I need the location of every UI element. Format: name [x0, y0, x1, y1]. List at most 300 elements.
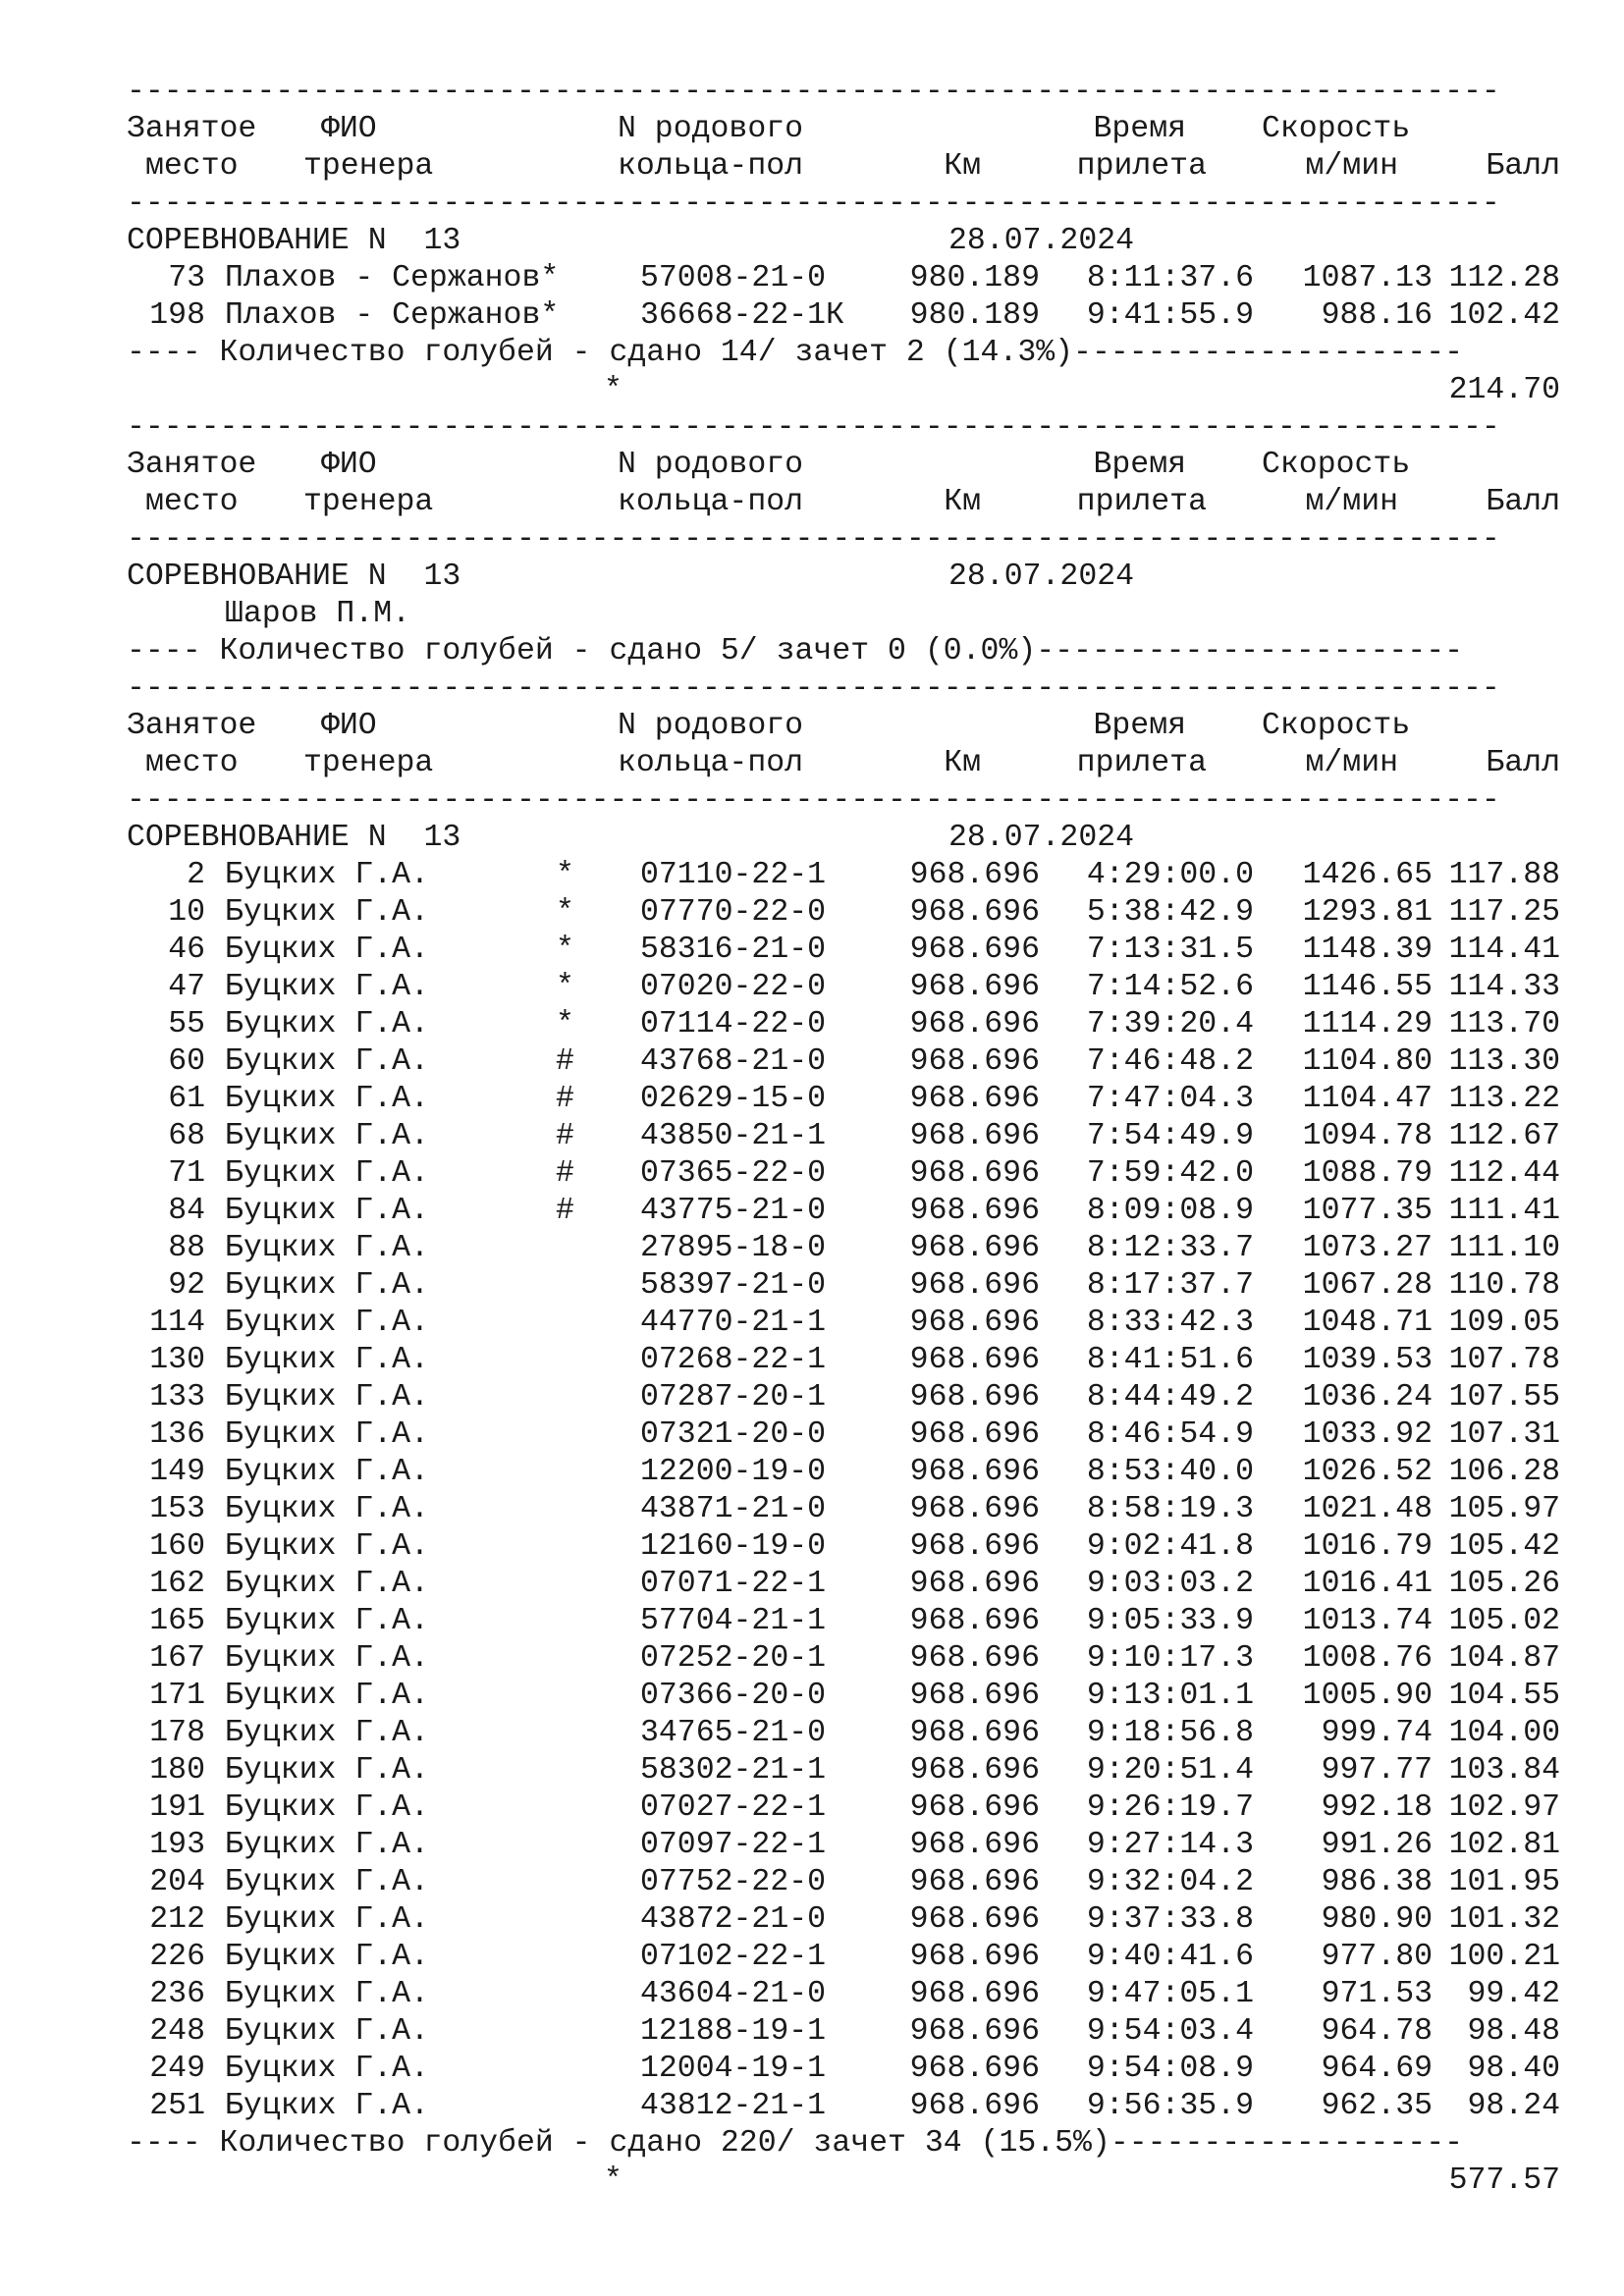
cell-name: Буцких Г.А. — [225, 1343, 429, 1377]
cell-time: 4:29:00.0 — [1086, 858, 1254, 892]
cell-name: Плахов - Сержанов* — [225, 261, 560, 295]
cell-speed: 964.78 — [1321, 2014, 1433, 2049]
cell-points: 113.30 — [1448, 1044, 1560, 1079]
header-place: Занятое — [127, 448, 257, 482]
cell-km: 968.696 — [909, 895, 1040, 930]
cell-km: 968.696 — [909, 1194, 1040, 1228]
cell-place: 171 — [149, 1679, 205, 1713]
cell-ring: 34765-21-0 — [640, 1716, 827, 1750]
cell-time: 8:44:49.2 — [1086, 1380, 1254, 1415]
cell-ring: 07020-22-0 — [640, 970, 827, 1004]
header-ring: N родового — [618, 112, 804, 146]
cell-km: 968.696 — [909, 1156, 1040, 1191]
competition-line — [127, 223, 1560, 260]
header-points: Балл — [1486, 485, 1560, 519]
cell-mark: # — [556, 1156, 574, 1191]
cell-time: 9:54:03.4 — [1086, 2014, 1254, 2049]
cell-ring: 07268-22-1 — [640, 1343, 827, 1377]
cell-place: 114 — [149, 1306, 205, 1340]
summary-text: ---- Количество голубей - сдано 220/ зачет 34 (15.5%)------------------- — [127, 2126, 1464, 2161]
cell-ring: 58302-21-1 — [640, 1753, 827, 1788]
cell-place: 84 — [168, 1194, 205, 1228]
cell-speed: 1005.90 — [1302, 1679, 1433, 1713]
cell-name: Буцких Г.А. — [225, 1044, 429, 1079]
cell-time: 9:32:04.2 — [1086, 1865, 1254, 1899]
cell-time: 9:26:19.7 — [1086, 1790, 1254, 1825]
trainer-name: Шаров П.М. — [225, 597, 411, 631]
cell-points: 114.41 — [1448, 933, 1560, 967]
result-row — [127, 1678, 1560, 1715]
header-ring: N родового — [618, 709, 804, 743]
cell-ring: 12160-19-0 — [640, 1529, 827, 1564]
cell-points: 110.78 — [1448, 1268, 1560, 1303]
result-row — [127, 1118, 1560, 1155]
separator-rule — [127, 74, 1560, 111]
cell-ring: 58397-21-0 — [640, 1268, 827, 1303]
cell-km: 968.696 — [909, 1529, 1040, 1564]
cell-points: 101.32 — [1448, 1902, 1560, 1937]
cell-place: 133 — [149, 1380, 205, 1415]
header-time-2: прилета — [1076, 746, 1207, 780]
cell-speed: 1026.52 — [1302, 1455, 1433, 1489]
header-name: ФИО — [321, 709, 377, 743]
cell-time: 7:47:04.3 — [1086, 1082, 1254, 1116]
cell-km: 968.696 — [909, 1940, 1040, 1974]
cell-time: 8:41:51.6 — [1086, 1343, 1254, 1377]
cell-points: 98.24 — [1467, 2089, 1560, 2123]
cell-speed: 964.69 — [1321, 2052, 1433, 2086]
cell-points: 99.42 — [1467, 1977, 1560, 2011]
cell-name: Буцких Г.А. — [225, 1902, 429, 1937]
cell-speed: 1146.55 — [1302, 970, 1433, 1004]
rule-text: -------------------------------------------------------------------------- — [127, 783, 1500, 818]
cell-points: 104.55 — [1448, 1679, 1560, 1713]
cell-time: 7:59:42.0 — [1086, 1156, 1254, 1191]
cell-ring: 43871-21-0 — [640, 1492, 827, 1526]
cell-points: 105.97 — [1448, 1492, 1560, 1526]
cell-time: 8:33:42.3 — [1086, 1306, 1254, 1340]
cell-mark: * — [556, 970, 574, 1004]
header-speed-2: м/мин — [1305, 746, 1398, 780]
header-speed: Скорость — [1262, 112, 1411, 146]
cell-place: 212 — [149, 1902, 205, 1937]
cell-km: 968.696 — [909, 1865, 1040, 1899]
result-row — [127, 1305, 1560, 1342]
cell-ring: 43812-21-1 — [640, 2089, 827, 2123]
competition-date: 28.07.2024 — [948, 560, 1135, 594]
header-speed-2: м/мин — [1305, 149, 1398, 184]
cell-place: 198 — [149, 298, 205, 333]
total-line — [127, 2163, 1560, 2200]
cell-speed: 1426.65 — [1302, 858, 1433, 892]
cell-speed: 971.53 — [1321, 1977, 1433, 2011]
cell-ring: 36668-22-1К — [640, 298, 844, 333]
cell-place: 136 — [149, 1417, 205, 1452]
cell-time: 9:03:03.2 — [1086, 1567, 1254, 1601]
cell-ring: 12188-19-1 — [640, 2014, 827, 2049]
cell-time: 8:53:40.0 — [1086, 1455, 1254, 1489]
cell-ring: 07321-20-0 — [640, 1417, 827, 1452]
cell-name: Буцких Г.А. — [225, 1231, 429, 1265]
cell-place: 68 — [168, 1119, 205, 1153]
column-header-row-1 — [127, 708, 1560, 745]
cell-ring: 07365-22-0 — [640, 1156, 827, 1191]
cell-name: Буцких Г.А. — [225, 933, 429, 967]
cell-ring: 43872-21-0 — [640, 1902, 827, 1937]
separator-rule — [127, 521, 1560, 559]
cell-points: 112.44 — [1448, 1156, 1560, 1191]
cell-time: 7:46:48.2 — [1086, 1044, 1254, 1079]
cell-name: Буцких Г.А. — [225, 1567, 429, 1601]
cell-points: 105.42 — [1448, 1529, 1560, 1564]
cell-km: 968.696 — [909, 1231, 1040, 1265]
cell-name: Буцких Г.А. — [225, 2089, 429, 2123]
cell-ring: 12200-19-0 — [640, 1455, 827, 1489]
header-place: Занятое — [127, 709, 257, 743]
cell-points: 107.78 — [1448, 1343, 1560, 1377]
cell-ring: 07097-22-1 — [640, 1828, 827, 1862]
cell-km: 968.696 — [909, 1828, 1040, 1862]
cell-points: 102.97 — [1448, 1790, 1560, 1825]
cell-points: 102.42 — [1448, 298, 1560, 333]
cell-points: 109.05 — [1448, 1306, 1560, 1340]
cell-time: 7:13:31.5 — [1086, 933, 1254, 967]
competition-line — [127, 820, 1560, 857]
cell-name: Буцких Г.А. — [225, 1007, 429, 1041]
cell-ring: 02629-15-0 — [640, 1082, 827, 1116]
cell-ring: 07110-22-1 — [640, 858, 827, 892]
cell-speed: 988.16 — [1321, 298, 1433, 333]
cell-km: 968.696 — [909, 970, 1040, 1004]
cell-points: 106.28 — [1448, 1455, 1560, 1489]
cell-mark: * — [556, 895, 574, 930]
result-row — [127, 1454, 1560, 1491]
column-header-row-2 — [127, 484, 1560, 521]
header-km: Км — [944, 149, 981, 184]
cell-place: 178 — [149, 1716, 205, 1750]
cell-place: 165 — [149, 1604, 205, 1638]
cell-place: 162 — [149, 1567, 205, 1601]
cell-name: Буцких Г.А. — [225, 2052, 429, 2086]
competition-title: СОРЕВНОВАНИЕ N 13 — [127, 560, 461, 594]
cell-speed: 1067.28 — [1302, 1268, 1433, 1303]
cell-place: 60 — [168, 1044, 205, 1079]
cell-mark: # — [556, 1044, 574, 1079]
cell-time: 8:46:54.9 — [1086, 1417, 1254, 1452]
cell-place: 73 — [168, 261, 205, 295]
cell-speed: 999.74 — [1321, 1716, 1433, 1750]
total-line — [127, 372, 1560, 409]
cell-points: 111.10 — [1448, 1231, 1560, 1265]
cell-speed: 1073.27 — [1302, 1231, 1433, 1265]
summary-text: ---- Количество голубей - сдано 14/ зачет 2 (14.3%)--------------------- — [127, 336, 1464, 370]
summary-line — [127, 335, 1560, 372]
cell-ring: 07114-22-0 — [640, 1007, 827, 1041]
cell-km: 968.696 — [909, 1007, 1040, 1041]
cell-speed: 1077.35 — [1302, 1194, 1433, 1228]
cell-speed: 991.26 — [1321, 1828, 1433, 1862]
header-name: ФИО — [321, 448, 377, 482]
cell-ring: 07071-22-1 — [640, 1567, 827, 1601]
cell-ring: 07287-20-1 — [640, 1380, 827, 1415]
cell-name: Буцких Г.А. — [225, 1604, 429, 1638]
cell-name: Буцких Г.А. — [225, 1641, 429, 1676]
header-ring-2: кольца-пол — [618, 746, 804, 780]
cell-time: 9:02:41.8 — [1086, 1529, 1254, 1564]
cell-km: 968.696 — [909, 1492, 1040, 1526]
cell-ring: 07770-22-0 — [640, 895, 827, 930]
header-points: Балл — [1486, 746, 1560, 780]
cell-time: 8:09:08.9 — [1086, 1194, 1254, 1228]
cell-points: 117.88 — [1448, 858, 1560, 892]
cell-km: 980.189 — [909, 298, 1040, 333]
cell-speed: 977.80 — [1321, 1940, 1433, 1974]
cell-place: 71 — [168, 1156, 205, 1191]
header-place: Занятое — [127, 112, 257, 146]
cell-km: 968.696 — [909, 1679, 1040, 1713]
header-place-2: место — [145, 149, 239, 184]
cell-points: 113.22 — [1448, 1082, 1560, 1116]
cell-ring: 07027-22-1 — [640, 1790, 827, 1825]
cell-time: 7:54:49.9 — [1086, 1119, 1254, 1153]
cell-km: 968.696 — [909, 2089, 1040, 2123]
competition-date: 28.07.2024 — [948, 224, 1135, 258]
cell-place: 251 — [149, 2089, 205, 2123]
cell-km: 968.696 — [909, 1044, 1040, 1079]
rule-text: -------------------------------------------------------------------------- — [127, 522, 1500, 557]
result-row — [127, 1640, 1560, 1678]
cell-name: Буцких Г.А. — [225, 1679, 429, 1713]
cell-time: 9:47:05.1 — [1086, 1977, 1254, 2011]
cell-speed: 1021.48 — [1302, 1492, 1433, 1526]
cell-mark: * — [556, 1007, 574, 1041]
column-header-row-2 — [127, 148, 1560, 186]
header-points: Балл — [1486, 149, 1560, 184]
cell-time: 9:37:33.8 — [1086, 1902, 1254, 1937]
result-row — [127, 969, 1560, 1006]
cell-km: 968.696 — [909, 933, 1040, 967]
header-time-2: прилета — [1076, 485, 1207, 519]
cell-name: Буцких Г.А. — [225, 1977, 429, 2011]
cell-points: 112.67 — [1448, 1119, 1560, 1153]
cell-km: 968.696 — [909, 1119, 1040, 1153]
result-row — [127, 1342, 1560, 1379]
cell-speed: 962.35 — [1321, 2089, 1433, 2123]
cell-name: Буцких Г.А. — [225, 1865, 429, 1899]
result-row — [127, 1901, 1560, 1939]
cell-time: 9:40:41.6 — [1086, 1940, 1254, 1974]
cell-km: 968.696 — [909, 1902, 1040, 1937]
cell-time: 9:05:33.9 — [1086, 1604, 1254, 1638]
cell-name: Буцких Г.А. — [225, 1306, 429, 1340]
cell-time: 9:18:56.8 — [1086, 1716, 1254, 1750]
cell-speed: 992.18 — [1321, 1790, 1433, 1825]
cell-speed: 1104.47 — [1302, 1082, 1433, 1116]
result-row — [127, 1267, 1560, 1305]
header-name-2: тренера — [303, 485, 434, 519]
result-row — [127, 1193, 1560, 1230]
header-time: Время — [1093, 112, 1186, 146]
cell-time: 8:17:37.7 — [1086, 1268, 1254, 1303]
cell-time: 9:13:01.1 — [1086, 1679, 1254, 1713]
total-mark: * — [604, 373, 623, 407]
cell-ring: 58316-21-0 — [640, 933, 827, 967]
result-row — [127, 1081, 1560, 1118]
cell-name: Буцких Г.А. — [225, 1082, 429, 1116]
rule-text: -------------------------------------------------------------------------- — [127, 671, 1500, 706]
cell-km: 968.696 — [909, 1753, 1040, 1788]
cell-points: 100.21 — [1448, 1940, 1560, 1974]
cell-speed: 1104.80 — [1302, 1044, 1433, 1079]
cell-km: 968.696 — [909, 1604, 1040, 1638]
cell-km: 968.696 — [909, 1567, 1040, 1601]
cell-mark: # — [556, 1194, 574, 1228]
cell-name: Плахов - Сержанов* — [225, 298, 560, 333]
cell-place: 248 — [149, 2014, 205, 2049]
cell-ring: 43768-21-0 — [640, 1044, 827, 1079]
cell-place: 130 — [149, 1343, 205, 1377]
result-row — [127, 857, 1560, 894]
cell-km: 968.696 — [909, 1343, 1040, 1377]
cell-place: 61 — [168, 1082, 205, 1116]
cell-time: 9:41:55.9 — [1086, 298, 1254, 333]
result-row — [127, 2013, 1560, 2051]
cell-name: Буцких Г.А. — [225, 1194, 429, 1228]
cell-time: 8:12:33.7 — [1086, 1231, 1254, 1265]
cell-km: 968.696 — [909, 1977, 1040, 2011]
cell-ring: 07252-20-1 — [640, 1641, 827, 1676]
cell-speed: 1033.92 — [1302, 1417, 1433, 1452]
header-km: Км — [944, 746, 981, 780]
result-row — [127, 1230, 1560, 1267]
cell-km: 968.696 — [909, 2052, 1040, 2086]
cell-name: Буцких Г.А. — [225, 1492, 429, 1526]
result-row — [127, 1603, 1560, 1640]
cell-name: Буцких Г.А. — [225, 1119, 429, 1153]
cell-km: 968.696 — [909, 2014, 1040, 2049]
header-ring-2: кольца-пол — [618, 149, 804, 184]
cell-name: Буцких Г.А. — [225, 1940, 429, 1974]
header-ring-2: кольца-пол — [618, 485, 804, 519]
header-speed: Скорость — [1262, 709, 1411, 743]
competition-date: 28.07.2024 — [948, 821, 1135, 855]
cell-points: 105.02 — [1448, 1604, 1560, 1638]
result-row — [127, 260, 1560, 297]
cell-speed: 1039.53 — [1302, 1343, 1433, 1377]
cell-points: 104.87 — [1448, 1641, 1560, 1676]
cell-km: 968.696 — [909, 1417, 1040, 1452]
result-row — [127, 1566, 1560, 1603]
cell-place: 204 — [149, 1865, 205, 1899]
cell-ring: 07752-22-0 — [640, 1865, 827, 1899]
cell-points: 102.81 — [1448, 1828, 1560, 1862]
total-points: 577.57 — [1448, 2163, 1560, 2198]
cell-ring: 43604-21-0 — [640, 1977, 827, 2011]
total-mark: * — [604, 2163, 623, 2198]
cell-time: 9:56:35.9 — [1086, 2089, 1254, 2123]
result-row — [127, 1789, 1560, 1827]
cell-place: 193 — [149, 1828, 205, 1862]
cell-mark: # — [556, 1119, 574, 1153]
cell-time: 7:39:20.4 — [1086, 1007, 1254, 1041]
header-place-2: место — [145, 485, 239, 519]
cell-name: Буцких Г.А. — [225, 1156, 429, 1191]
cell-speed: 1048.71 — [1302, 1306, 1433, 1340]
header-time: Время — [1093, 709, 1186, 743]
cell-points: 111.41 — [1448, 1194, 1560, 1228]
header-place-2: место — [145, 746, 239, 780]
rule-text: -------------------------------------------------------------------------- — [127, 75, 1500, 109]
result-row — [127, 1043, 1560, 1081]
cell-points: 107.55 — [1448, 1380, 1560, 1415]
cell-points: 98.40 — [1467, 2052, 1560, 2086]
cell-points: 105.26 — [1448, 1567, 1560, 1601]
cell-time: 9:27:14.3 — [1086, 1828, 1254, 1862]
cell-place: 10 — [168, 895, 205, 930]
cell-ring: 44770-21-1 — [640, 1306, 827, 1340]
summary-text: ---- Количество голубей - сдано 5/ зачет 0 (0.0%)----------------------- — [127, 634, 1464, 668]
rule-text: -------------------------------------------------------------------------- — [127, 410, 1500, 445]
cell-speed: 1087.13 — [1302, 261, 1433, 295]
separator-rule — [127, 782, 1560, 820]
cell-place: 167 — [149, 1641, 205, 1676]
cell-speed: 1148.39 — [1302, 933, 1433, 967]
separator-rule — [127, 186, 1560, 223]
cell-km: 968.696 — [909, 1306, 1040, 1340]
cell-km: 968.696 — [909, 1716, 1040, 1750]
cell-name: Буцких Г.А. — [225, 1455, 429, 1489]
cell-place: 180 — [149, 1753, 205, 1788]
cell-place: 160 — [149, 1529, 205, 1564]
competition-title: СОРЕВНОВАНИЕ N 13 — [127, 224, 461, 258]
result-row — [127, 1976, 1560, 2013]
result-row — [127, 1864, 1560, 1901]
cell-points: 114.33 — [1448, 970, 1560, 1004]
cell-km: 968.696 — [909, 1641, 1040, 1676]
summary-line — [127, 633, 1560, 670]
cell-place: 47 — [168, 970, 205, 1004]
cell-speed: 1094.78 — [1302, 1119, 1433, 1153]
cell-place: 236 — [149, 1977, 205, 2011]
result-row — [127, 1155, 1560, 1193]
cell-speed: 1114.29 — [1302, 1007, 1433, 1041]
cell-km: 968.696 — [909, 1082, 1040, 1116]
cell-km: 968.696 — [909, 1268, 1040, 1303]
cell-speed: 997.77 — [1321, 1753, 1433, 1788]
cell-ring: 43775-21-0 — [640, 1194, 827, 1228]
cell-speed: 1016.79 — [1302, 1529, 1433, 1564]
cell-time: 8:58:19.3 — [1086, 1492, 1254, 1526]
header-speed: Скорость — [1262, 448, 1411, 482]
result-row — [127, 1491, 1560, 1528]
competition-title: СОРЕВНОВАНИЕ N 13 — [127, 821, 461, 855]
cell-ring: 57704-21-1 — [640, 1604, 827, 1638]
cell-place: 88 — [168, 1231, 205, 1265]
cell-points: 98.48 — [1467, 2014, 1560, 2049]
cell-speed: 1088.79 — [1302, 1156, 1433, 1191]
cell-name: Буцких Г.А. — [225, 2014, 429, 2049]
header-speed-2: м/мин — [1305, 485, 1398, 519]
result-row — [127, 1939, 1560, 1976]
cell-ring: 07102-22-1 — [640, 1940, 827, 1974]
cell-time: 7:14:52.6 — [1086, 970, 1254, 1004]
cell-name: Буцких Г.А. — [225, 858, 429, 892]
result-row — [127, 1379, 1560, 1416]
header-name-2: тренера — [303, 149, 434, 184]
cell-mark: * — [556, 858, 574, 892]
column-header-row-2 — [127, 745, 1560, 782]
cell-name: Буцких Г.А. — [225, 1716, 429, 1750]
